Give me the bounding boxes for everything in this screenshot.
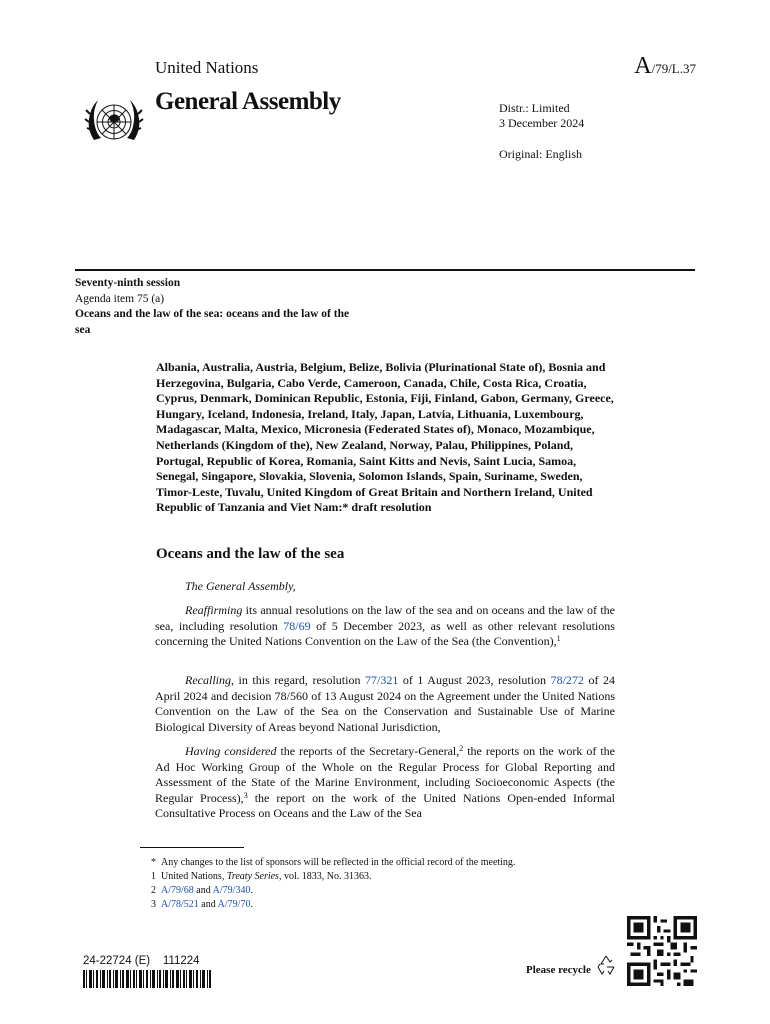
body-title: General Assembly [155, 88, 341, 115]
document-link-a-79-340[interactable]: A/79/340 [212, 885, 251, 896]
agenda-title: Oceans and the law of the sea: oceans and the law of the sea [75, 308, 350, 336]
resolution-link-78-69[interactable]: 78/69 [283, 618, 311, 633]
distribution: Distr.: Limited [499, 101, 570, 115]
resolution-link-77-321[interactable]: 77/321 [365, 673, 399, 687]
p2-text-b: of 1 August 2023, resolution [398, 673, 551, 687]
distribution-block [499, 101, 584, 131]
p1-text-a: its annual resolutions on the law of the sea and on oceans and the law of the sea, including resolution [155, 603, 615, 633]
un-emblem-icon [80, 92, 148, 152]
session-block [75, 276, 350, 338]
footnote-text: and [198, 899, 218, 910]
qr-code-icon[interactable] [627, 916, 697, 986]
footnote-text: . [250, 899, 253, 910]
footnote-mark: 3 [151, 899, 156, 910]
preamble-paragraph-3 [155, 744, 615, 822]
document-link-a-78-521[interactable]: A/78/521 [161, 899, 199, 910]
recycle-note: Please recycle [526, 964, 591, 976]
resolution-title: Oceans and the law of the sea [156, 546, 345, 562]
footnote-ref-3[interactable]: 3 [243, 790, 248, 800]
p1-lead: Reaffirming [185, 603, 243, 617]
footnote-text: and [193, 885, 213, 896]
original-language: Original: English [499, 147, 582, 161]
p1-text-b: of 5 December 2023, as well as other relevant resolutions concerning the United Nations Convention on the Law of the Sea (the Convention), [155, 618, 615, 649]
footnote-2 [140, 884, 515, 898]
footnote-star [140, 856, 515, 870]
assembly-text: The General Assembly, [185, 579, 296, 593]
job-number: 24-22724 (E) 111224 [83, 955, 200, 967]
header-rule [75, 269, 695, 271]
footnote-mark: * [151, 857, 156, 868]
p3-lead: Having considered [185, 744, 277, 758]
footnote-mark: 2 [151, 885, 156, 896]
symbol-letter: A [634, 53, 652, 79]
document-link-a-79-68[interactable]: A/79/68 [161, 885, 194, 896]
recycle-icon [594, 953, 618, 977]
preamble-assembly [155, 579, 615, 595]
footnote-ref-1[interactable]: 1 [556, 634, 561, 644]
p3-text-a: the reports of the Secretary-General, [276, 744, 460, 758]
document-link-a-79-70[interactable]: A/79/70 [217, 899, 251, 910]
p3-text-b: the reports on the work of the Ad Hoc Working Group of the Whole on the Regular Process for Global Reporting and Assessment of the State of the Marine Environment, including Socioeconomic Aspects (the Regular Process), [155, 744, 615, 805]
p2-lead: Recalling [185, 673, 231, 687]
session-title: Seventy-ninth session [75, 277, 181, 289]
footnotes [140, 856, 515, 912]
symbol-number: /79/L.37 [651, 61, 696, 76]
barcode-icon [83, 970, 211, 988]
sponsors-list: Albania, Australia, Austria, Belgium, Belize, Bolivia (Plurinational State of), Bosnia and Herzegovina, Bulgaria, Cabo Verde, Cameroon, Canada, Chile, Costa Rica, Croatia, Cyprus, Denmark, Dominican Republic, Estonia, Fiji, Finland, Gabon, Germany, Greece, Hungary, Iceland, Indonesia, Ireland, Italy, Japan, Latvia, Lithuania, Luxembourg, Madagascar, Malta, Mexico, Micronesia (Federated States of), Monaco, Mozambique, Netherlands (Kingdom of the), New Zealand, Norway, Palau, Philippines, Poland, Portugal, Republic of Korea, Romania, Saint Kitts and Nevis, Saint Lucia, Samoa, Senegal, Singapore, Slovakia, Slovenia, Solomon Islands, Spain, Suriname, Sweden, Timor-Leste, Tuvalu, United Kingdom of Great Britain and Northern Ireland, United Republic of Tanzania and Viet Nam:* draft resolution [156, 360, 614, 515]
footnote-ref-2[interactable]: 2 [459, 744, 464, 753]
footnote-1 [140, 870, 515, 884]
document-symbol [634, 53, 696, 80]
resolution-link-78-272[interactable]: 78/272 [550, 673, 584, 687]
p2-text-c: of 24 April 2024 and decision 78/560 of 13 August 2024 on the Agreement under the United Nations Convention on the Law of the Sea on the Conservation and Sustainable Use of Marine Biological Diversity of Areas beyond National Jurisdiction, [155, 673, 616, 734]
footnote-mark: 1 [151, 871, 156, 882]
footnote-text: , vol. 1833, No. 31363. [278, 871, 372, 882]
footnote-text: . [250, 885, 253, 896]
footnote-text: Any changes to the list of sponsors will be reflected in the official record of the meeting. [161, 857, 516, 868]
footnote-3 [140, 898, 515, 912]
p2-text-a: , in this regard, resolution [230, 673, 365, 687]
footnote-rule [140, 847, 244, 848]
preamble-paragraph-1 [155, 603, 615, 650]
agenda-item: Agenda item 75 (a) [75, 292, 165, 305]
document-date: 3 December 2024 [499, 116, 585, 130]
p3-text-c: the report on the work of the United Nations Open-ended Informal Consultative Process on Oceans and the Law of the Sea [155, 790, 615, 821]
org-name: United Nations [155, 58, 259, 77]
footnote-text: United Nations, [161, 871, 227, 882]
preamble-paragraph-2 [155, 673, 615, 735]
footnote-italic: Treaty Series [226, 871, 279, 882]
